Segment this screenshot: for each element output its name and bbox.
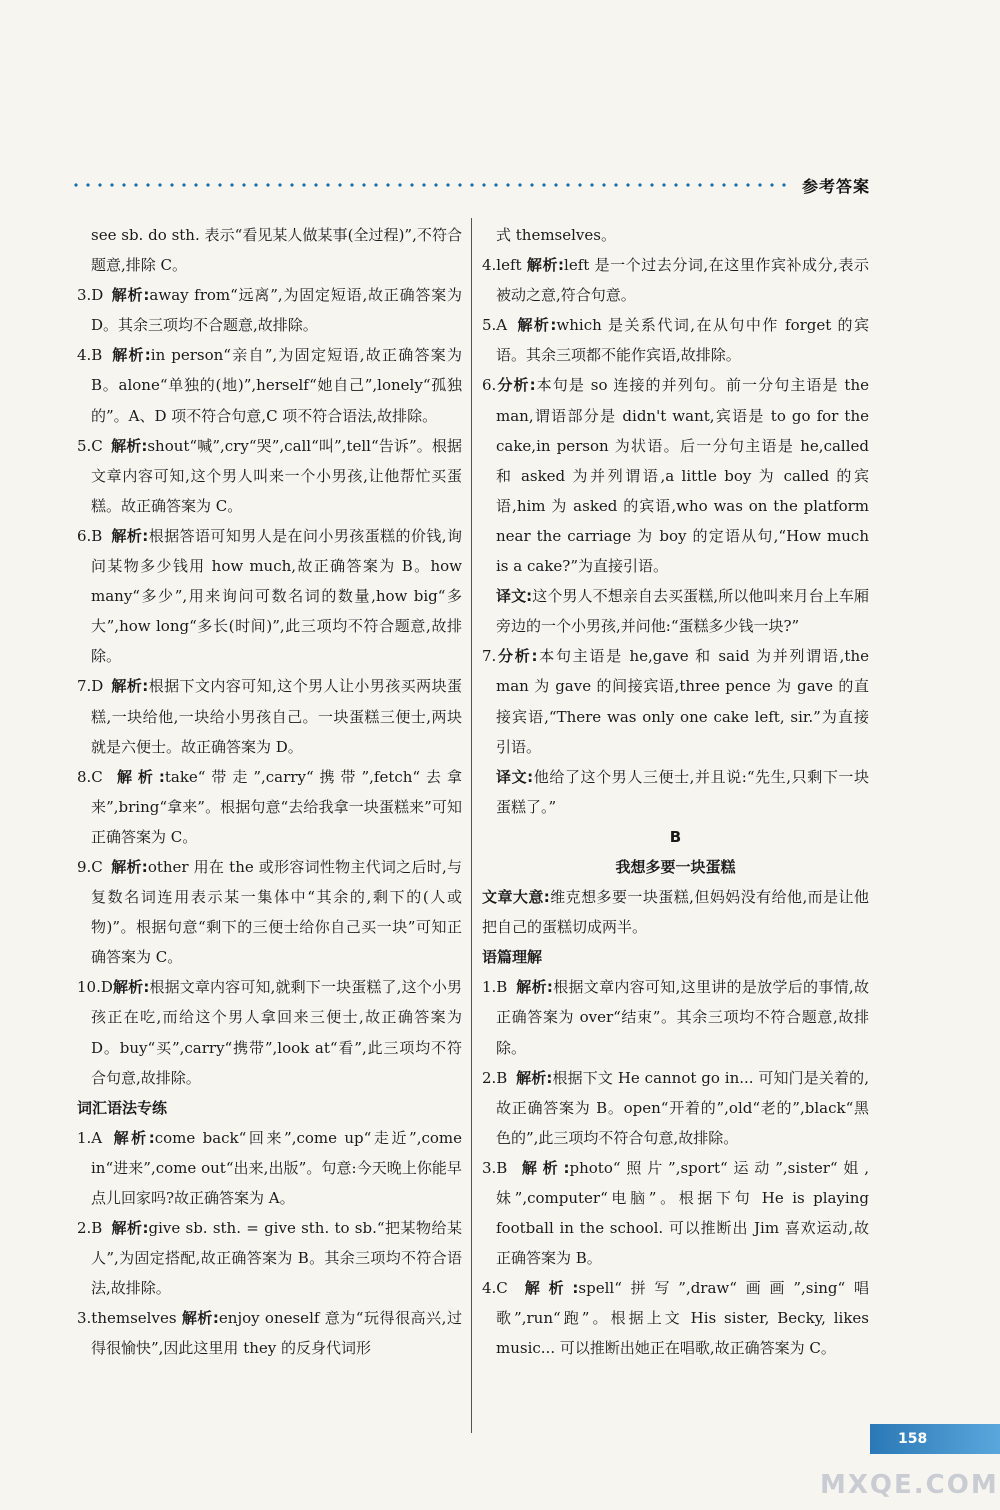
answer-item: 3.D 解析:away from“远离”,为固定短语,故正确答案为 D。其余三项均不合题意,故排除。 — [77, 286, 463, 335]
dotted-rule — [70, 183, 788, 187]
page-number: 158 — [898, 1431, 928, 1447]
intro-text: see sb. do sth. 表示“看见某人做某事(全过程)”,不符合题意,排除 C。 — [91, 226, 462, 275]
section-heading: 语篇理解 — [482, 948, 543, 967]
answer-item: 4.B 解析:in person“亲自”,为固定短语,故正确答案为 B。alone“单独的(地)”,herself“她自己”,lonely“孤独的”。A、D 项不符合句意,C 项不符合语法,故排除。 — [77, 346, 463, 425]
watermark: MXQE.COM — [820, 1470, 999, 1500]
page-header — [70, 172, 870, 198]
answer-item: 2.B 解析:根据下文 He cannot go in... 可知门是关着的,故正确答案为 B。open“开着的”,old“老的”,black“黑色的”,此三项均不符合句意,故排除。 — [482, 1068, 870, 1147]
answer-item: 1.B 解析:根据文章内容可知,这里讲的是放学后的事情,故正确答案为 over“结束”。其余三项均不符合题意,故排除。 — [482, 978, 870, 1057]
answer-item: 4.left 解析:left 是一个过去分词,在这里作宾补成分,表示被动之意,符合句意。 — [482, 256, 870, 305]
answer-item: 9.C 解析:other 用在 the 或形容词性物主代词之后时,与复数名词连用表示某一集体中“其余的,剩下的(人或物)”。根据句意“剩下的三便士给你自己买一块”可知正确答案为 C。 — [77, 857, 463, 967]
translation-item: 译文:这个男人不想亲自去买蛋糕,所以他叫来月台上车厢旁边的一个小男孩,并问他:“蛋糕多少钱一块?” — [496, 587, 869, 636]
left-answers-vocab — [77, 1123, 462, 1364]
summary: 文章大意:维克想多要一块蛋糕,但妈妈没有给他,而是让他把自己的蛋糕切成两半。 — [482, 888, 869, 937]
right-answers-reading — [482, 972, 869, 1363]
page-number-badge — [870, 1424, 1000, 1454]
analysis-item: 6.分析:本句是 so 连接的并列句。前一分句主语是 the man,谓语部分是 didn't want,宾语是 to go for the cake,in person 为状语。后一分句主语是 he,called 和 asked 为并列谓语,a little boy 为 called 的宾语,him 为 asked 的宾语,who was on the platform near the carriage 为 boy 的定语从句,“How much is a cake?”为直接引语。 — [482, 376, 869, 576]
right-answers — [482, 250, 869, 822]
analysis-item: 7.分析:本句主语是 he,gave 和 said 为并列谓语,the man 为 gave 的间接宾语,three pence 为 gave 的直接宾语,“There was only one cake left, sir.”为直接引语。 — [482, 647, 869, 756]
story-title: 我想多要一块蛋糕 — [615, 857, 736, 876]
right-column — [482, 220, 869, 1364]
section-heading: 词汇语法专练 — [77, 1098, 168, 1117]
answer-item: 3.themselves 解析:enjoy oneself 意为“玩得很高兴,过得很愉快”,因此这里用 they 的反身代词形 — [77, 1309, 462, 1358]
answer-item: 3.B 解析:photo“照片”,sport“运动”,sister“姐,妹”,computer“电脑”。根据下句 He is playing football in the school. 可以推断出 Jim 喜欢运动,故正确答案为 B。 — [482, 1158, 870, 1268]
answer-item: 1.A 解析:come back“回来”,come up“走近”,come in“进来”,come out“出来,出版”。句意:今天晚上你能早点儿回家吗?故正确答案为 A。 — [77, 1128, 462, 1207]
answer-item: 7.D 解析:根据下文内容可知,这个男人让小男孩买两块蛋糕,一块给他,一块给小男孩自己。一块蛋糕三便士,两块就是六便士。故正确答案为 D。 — [77, 677, 462, 756]
part-label: B — [669, 827, 682, 846]
translation-item: 译文:他给了这个男人三便士,并且说:“先生,只剩下一块蛋糕了。” — [496, 767, 870, 816]
answer-item: 6.B 解析:根据答语可知男人是在问小男孩蛋糕的价钱,询问某物多少钱用 how much,故正确答案为 B。how many“多少”,用来询问可数名词的数量,how big“多大”,how long“多长(时间)”,此三项均不符合题意,故排除。 — [77, 526, 462, 666]
left-column — [77, 220, 462, 1364]
header-title: 参考答案 — [801, 176, 870, 196]
column-divider — [471, 218, 472, 1433]
answer-item: 5.C 解析:shout“喊”,cry“哭”,call“叫”,tell“告诉”。根据文章内容可知,这个男人叫来一个小男孩,让他帮忙买蛋糕。故正确答案为 C。 — [77, 436, 462, 515]
continued-text: 式 themselves。 — [496, 226, 616, 244]
answer-item: 2.B 解析:give sb. sth. = give sth. to sb.“把某物给某人”,为固定搭配,故正确答案为 B。其余三项均不符合语法,故排除。 — [77, 1219, 463, 1298]
answer-item: 5.A 解析:which 是关系代词,在从句中作 forget 的宾语。其余三项都不能作宾语,故排除。 — [482, 316, 869, 365]
answer-item: 4.C 解析:spell“拼写”,draw“画画”,sing“唱歌”,run“跑”。根据上文 His sister, Becky, likes music... 可以推断出她正在唱歌,故正确答案为 C。 — [482, 1279, 870, 1358]
left-answers — [77, 280, 462, 1093]
answer-item: 10.D解析:根据文章内容可知,就剩下一块蛋糕了,这个小男孩正在吃,而给这个男人拿回来三便士,故正确答案为 D。buy“买”,carry“携带”,look at“看”,此三项均不符合句意,故排除。 — [77, 978, 463, 1087]
answer-item: 8.C 解析:take“带走”,carry“携带”,fetch“去拿来”,bring“拿来”。根据句意“去给我拿一块蛋糕来”可知正确答案为 C。 — [77, 767, 463, 846]
